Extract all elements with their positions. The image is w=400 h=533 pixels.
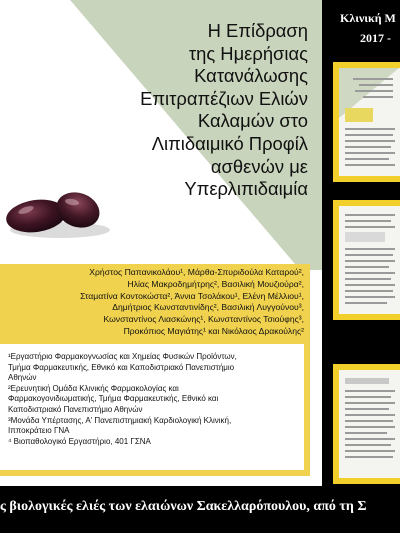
title-line: Καλαμών στο xyxy=(197,110,308,132)
author-line: Χρήστος Παπανικολάου¹, Μάρθα-Σπυριδούλα Καταρού², xyxy=(89,267,304,277)
title-line: Λιπιδαιμικό Προφίλ xyxy=(151,132,308,154)
affiliation-line: ³Μονάδα Υπέρτασης, Α' Πανεπιστημιακή Καρδιολογική Κλινική, xyxy=(8,415,232,425)
page-thumbnail-1[interactable] xyxy=(333,62,400,182)
article-title xyxy=(98,20,308,201)
journal-name: Κλινική Μ xyxy=(340,11,396,25)
affiliation-line: ⁴ Βιοπαθολογικό Εργαστήριο, 401 ΓΣΝΑ xyxy=(8,436,151,446)
olives-image xyxy=(0,170,112,242)
author-line: Προκόπιος Μαγιάτης¹ και Νικόλαος Δρακούλης² xyxy=(123,325,304,336)
author-line: Σταματίνα Κοντοκώστα², Άννια Τσολάκου¹, Ελένη Μέλλιου¹, xyxy=(80,290,304,301)
author-line: Δημήτριος Κωνσταντινίδης², Βασιλική Λυγγούνου³, xyxy=(112,302,304,313)
title-line: Η Επίδραση xyxy=(207,20,308,41)
page-thumbnail-2[interactable] xyxy=(333,200,400,320)
authors-block xyxy=(0,264,310,344)
affiliation-line: Φαρμακογονιδιωματικής, Τμήμα Φαρμακευτικής, Εθνικό και xyxy=(8,394,219,404)
affiliation-line: Τμήμα Φαρμακευτικής, Εθνικό και Καποδιστριακό Πανεπιστήμιο xyxy=(8,362,235,372)
affiliation-line: Αθηνών xyxy=(8,373,37,383)
title-line: ασθενών με xyxy=(210,155,308,177)
title-line: της Ημερήσιας xyxy=(188,42,308,64)
affiliation-line: ²Ερευνητική Ομάδα Κλινικής Φαρμακολογίας και xyxy=(8,383,179,393)
page-thumbnail-icon xyxy=(339,68,400,176)
caption-text: ς βιολογικές ελιές των ελαιώνων Σακελλαρόπουλου, από τη Σ xyxy=(0,499,367,514)
author-line: Κωνσταντίνος Λιασκώνης¹, Κωνσταντίνος Τσιούφης³, xyxy=(103,314,304,325)
journal-year: 2017 - xyxy=(360,31,391,45)
affiliations-frame xyxy=(0,344,310,476)
title-line: Επιτραπέζιων Ελιών xyxy=(140,87,308,109)
affiliation-line: Καποδιστριακό Πανεπιστήμιο Αθηνών xyxy=(8,404,143,414)
title-line: Υπερλιπιδαιμία xyxy=(184,178,308,200)
page-thumbnail-3[interactable] xyxy=(333,364,400,484)
page-thumbnail-icon xyxy=(339,370,400,478)
affiliations-block xyxy=(0,344,304,470)
journal-header xyxy=(330,8,400,48)
affiliation-line: Ιπποκράτειο ΓΝΑ xyxy=(8,426,70,436)
author-line: Ηλίας Μακροδημήτρης², Βασιλική Μουζιούρα², xyxy=(127,278,304,289)
affiliation-line: ¹Εργαστήριο Φαρμακογνωσίας και Χημείας Φυσικών Προϊόντων, xyxy=(8,352,237,361)
page-thumbnail-icon xyxy=(339,206,400,314)
title-line: Κατανάλωσης xyxy=(194,65,308,87)
